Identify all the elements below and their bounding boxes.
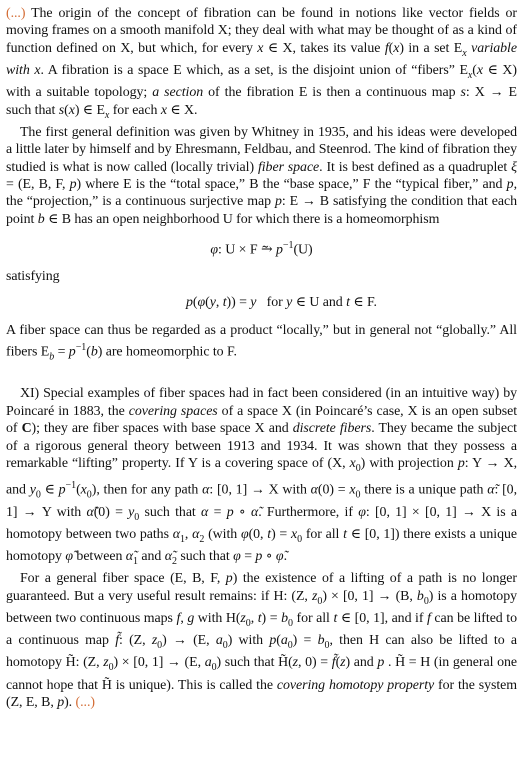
ellipsis-marker: (...) <box>75 695 95 711</box>
paragraph-whitney-definition: The first general definition was given by Whitney in 1935, and his ideas were developed a little later by himself and by Ehresmann, Feldbau, and Steenrod. The kind of fibration they studied is what is now called (locally trivial) fiber space. It is best defined as a quadruplet ξ = (E, B, F, p) where E is the “total space,” B the “base space,” F the “typical fiber,” and p, the “projection,” is a continuous surjective map p: E → B satisfying the condition that each point b ∈ B has an open neighborhood U for which there is a homeomorphism <box>6 124 517 227</box>
equation-homeomorphism: φ: U × F ⥲ $p^{-1}(U)$ <box>210 240 313 258</box>
paragraph-product-locally: A fiber space can thus be regarded as a product “locally,” but in general not “globally.” All fibers $E_b = p^{-1}(b)$ are homeomorphic to F. <box>6 323 517 363</box>
paragraph-satisfying: satisfying <box>6 269 60 285</box>
equation-projection: p(φ(y, t)) = y for y ∈ U and t ∈ F. <box>186 294 377 310</box>
paragraph-covering-spaces: XI) Special examples of fiber spaces had in fact been considered (in an intuitive way) by Poincaré in 1883, the covering spaces of a space X (in Poincaré’s case, X is an open subset of C); they are fiber spaces with base space X and discrete fibers. They became the subject of a rigorous general theory between 1913 and 1934. It was shown that they possess a remarkable “lifting” property. If Y is a covering space of (X, $x_0$) with projection p: Y → X, and $y_0$ ∈ $p^{-1}(x_0)$, then for any path α: [0, 1] → X with $\alpha(0) = x_0$ there is a unique path α̃: [0, 1] → Y with α̃(0) = $y_0$ such that α = p ∘ α̃. Furthermore, if φ: [0, 1] × [0, 1] → X is a homotopy between two paths $\alpha_1$, $\alpha_2$ (with φ(0, $t) = x_0$ for all t ∈ [0, 1]) there exists a unique homotopy φ̃ between $\alphã_1$ and $\alphã_2$ such that φ = p ∘ φ̃. <box>6 386 518 568</box>
paragraph-covering-homotopy: For a general fiber space (E, B, F, p) the existence of a lifting of a path is no longer guaranteed. But a very useful result remains: if H: (Z, $z_0) \times [0$, 1] → (B, $b_0$) is a homotopy between two continuous maps f, g with $H(z_0$, $t) = b_0$ for all t ∈ [0, 1], and if f can be lifted to a continuous map f̃: (Z, $z_0) \to (E$, $a_0$) with $p(a_0) = b_0$, then H can also be lifted to a homotopy H̃: (Z, $z_0) \times [0$, 1] → (E, $a_0$) such that H̃(z, 0) = f̃(z) and p . H̃ = H (in general one cannot hope that H̃ is unique). This is called the covering homotopy property for the system (Z, E, B, p). (...) <box>6 571 517 711</box>
ellipsis-marker: (...) <box>6 6 26 21</box>
paragraph-fibration-origin: (...) The origin of the concept of fibration can be found in notions like vector fields or moving frames on a smooth manifold X; they deal with what may be thought of as a kind of function defined on X, but which, for every x ∈ X, takes its value f(x) in a set $E_x$ variable with x. A fibration is a space E which, as a set, is the disjoint union of “fibers” $E_x(x$ ∈ X) with a suitable topology; a section of the fibration E is then a continuous map s: X → E such that s(x) ∈ $E_x$ for each x ∈ X. <box>6 6 517 121</box>
